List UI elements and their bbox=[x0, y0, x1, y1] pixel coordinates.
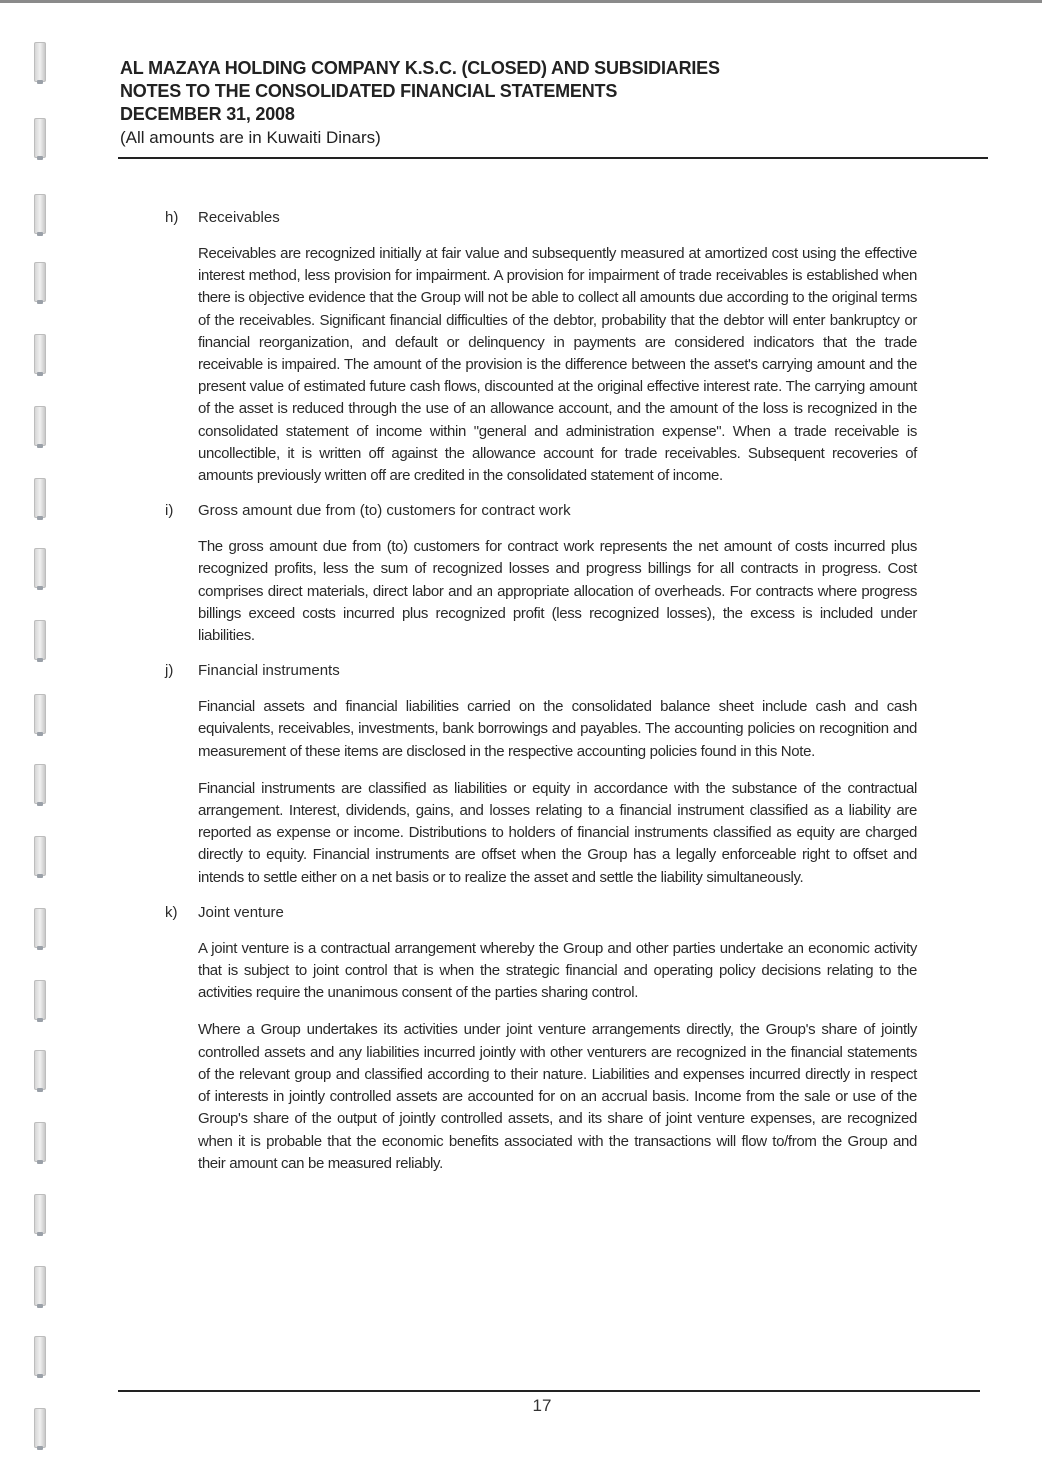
section-title: Financial instruments bbox=[198, 662, 340, 680]
binding-hole bbox=[34, 118, 46, 158]
binding-hole bbox=[34, 764, 46, 804]
footer-rule bbox=[118, 1390, 980, 1392]
binding-hole bbox=[34, 836, 46, 876]
binding-hole bbox=[34, 548, 46, 588]
document-title: NOTES TO THE CONSOLIDATED FINANCIAL STATEMENTS bbox=[120, 81, 618, 101]
section-heading bbox=[162, 501, 917, 521]
section-letter: h) bbox=[165, 209, 179, 226]
binding-hole bbox=[34, 1050, 46, 1090]
section-heading bbox=[162, 208, 917, 228]
section-financial-instruments bbox=[162, 661, 917, 889]
binding-hole bbox=[34, 908, 46, 948]
binding-hole bbox=[34, 1336, 46, 1376]
company-name: AL MAZAYA HOLDING COMPANY K.S.C. (CLOSED) AND SUBSIDIARIES bbox=[120, 58, 720, 78]
section-title: Joint venture bbox=[198, 903, 284, 921]
paragraph: Where a Group undertakes its activities under joint venture arrangements directly, the Group's share of jointly controlled assets and any liabilities incurred jointly with other venturers are recognized in the financial statements of the relevant group and classified according to their nature. Liabilities and expenses incurred directly in respect of interests in jointly controlled assets are accounted for on an accrual basis. Income from the sale or use of the Group's share of the output of jointly controlled assets, and its share of joint venture expenses, are recognized when it is probable that the economic benefits associated with the transactions will flow to/from the Group and their amount can be measured reliably. bbox=[198, 1021, 917, 1172]
section-contract-work bbox=[162, 501, 917, 647]
binding-hole bbox=[34, 1122, 46, 1162]
binding-hole bbox=[34, 1266, 46, 1306]
document-header bbox=[120, 57, 990, 149]
notes-body bbox=[162, 208, 917, 1189]
section-letter: k) bbox=[165, 903, 178, 921]
scan-top-edge bbox=[0, 0, 1042, 3]
paragraph: The gross amount due from (to) customers for contract work represents the net amount of costs incurred plus recognized profits, less the sum of recognized losses and progress billings for all contracts in progress. Cost comprises direct materials, direct labor and an appropriate allocation of overheads. For contracts where progress billings exceed costs incurred plus recognized profit (less recognized losses), the excess is included under liabilities. bbox=[198, 538, 917, 645]
binding-hole bbox=[34, 334, 46, 374]
binding-hole bbox=[34, 694, 46, 734]
section-title: Gross amount due from (to) customers for contract work bbox=[198, 502, 571, 520]
currency-note: (All amounts are in Kuwaiti Dinars) bbox=[120, 128, 381, 147]
binding-hole bbox=[34, 1194, 46, 1234]
page-number: 17 bbox=[532, 1396, 552, 1415]
section-heading bbox=[162, 903, 917, 923]
binding-hole bbox=[34, 262, 46, 302]
binding-hole bbox=[34, 980, 46, 1020]
paragraph: Financial instruments are classified as liabilities or equity in accordance with the substance of the contractual arrangement. Interest, dividends, gains, and losses relating to a financial instrument classified as a liability are reported as expense or income. Distributions to holders of financial instruments classified as equity are charged directly to equity. Financial instruments are offset when the Group has a legally enforceable right to offset and intends to settle either on a net basis or to realize the asset and settle the liability simultaneously. bbox=[198, 779, 917, 886]
section-joint-venture bbox=[162, 903, 917, 1175]
binding-hole bbox=[34, 406, 46, 446]
section-receivables bbox=[162, 208, 917, 487]
section-heading bbox=[162, 661, 917, 681]
paragraph: Receivables are recognized initially at fair value and subsequently measured at amortized cost using the effective interest method, less provision for impairment. A provision for impairment of trade receivables is established when there is objective evidence that the Group will not be able to collect all amounts due according to the original terms of the receivables. Significant financial difficulties of the debtor, probability that the debtor will enter bankruptcy or financial reorganization, and default or delinquency in payments are considered indicators that the trade receivable is impaired. The amount of the provision is the difference between the asset's carrying amount and the present value of estimated future cash flows, discounted at the original effective interest rate. The carrying amount of the asset is reduced through the use of an allowance account, and the amount of the loss is recognized in the consolidated statement of income within "general and administration expense". When a trade receivable is uncollectible, it is written off against the allowance account for trade receivables. Subsequent recoveries of amounts previously written off are credited in the consolidated statement of income. bbox=[198, 245, 917, 485]
section-title: Receivables bbox=[198, 209, 280, 226]
binding-hole bbox=[34, 194, 46, 234]
binding-hole bbox=[34, 620, 46, 660]
binding-hole bbox=[34, 42, 46, 82]
header-rule bbox=[118, 157, 988, 159]
paragraph: A joint venture is a contractual arrangement whereby the Group and other parties undertake an economic activity that is subject to joint control that is when the strategic financial and operating policy decisions relating to the activities require the unanimous consent of the parties sharing control. bbox=[198, 939, 917, 1002]
statement-date: DECEMBER 31, 2008 bbox=[120, 104, 295, 124]
section-letter: j) bbox=[165, 662, 174, 680]
paragraph: Financial assets and financial liabilities carried on the consolidated balance sheet include cash and cash equivalents, receivables, investments, bank borrowings and payables. The accounting policies on recognition and measurement of these items are disclosed in the respective accounting policies found in this Note. bbox=[198, 698, 917, 760]
binding-holes bbox=[26, 0, 50, 1471]
section-letter: i) bbox=[165, 502, 174, 520]
binding-hole bbox=[34, 478, 46, 518]
